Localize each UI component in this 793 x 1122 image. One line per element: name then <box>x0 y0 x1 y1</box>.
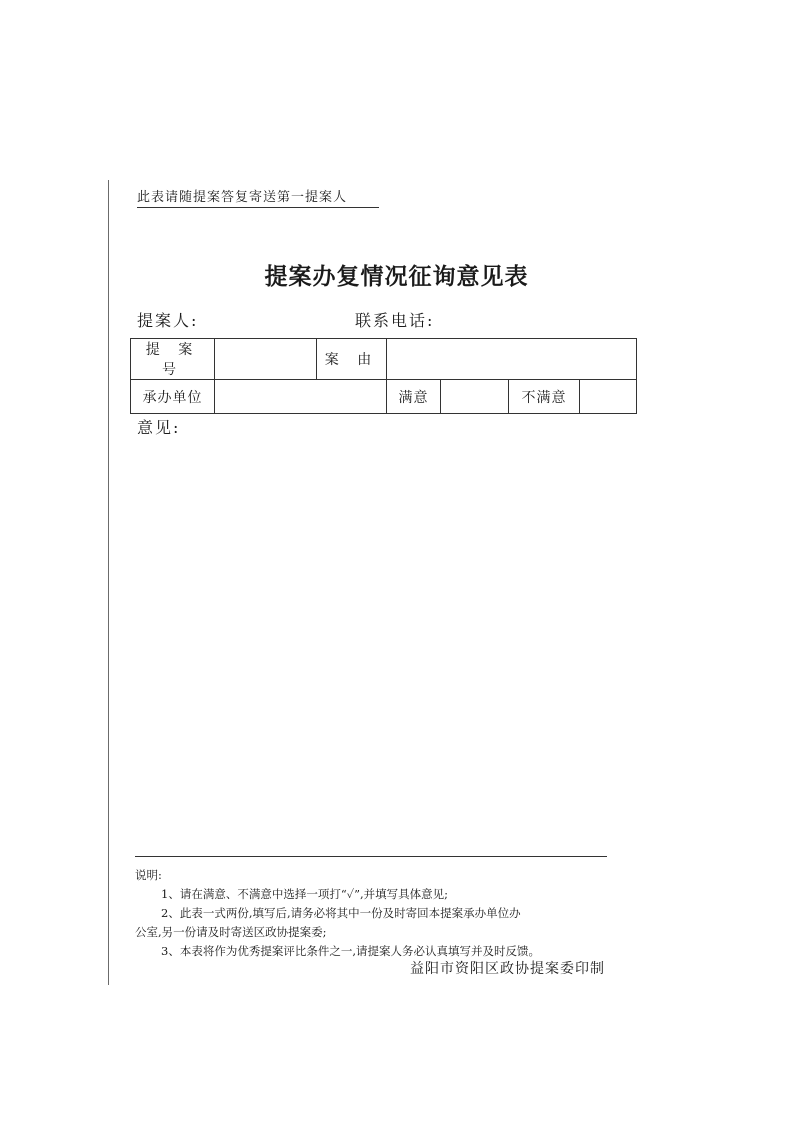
unit-field[interactable] <box>215 380 387 414</box>
reason-field[interactable] <box>387 339 637 380</box>
unit-label: 承办单位 <box>131 380 215 414</box>
proposal-no-field[interactable] <box>215 339 317 380</box>
proposer-label: 提案人: <box>137 311 199 330</box>
table-row <box>131 380 637 414</box>
page-title: 提案办复情况征询意见表 <box>264 263 529 290</box>
binding-line <box>108 180 109 985</box>
note-item-1: 1、请在满意、不满意中选择一项打“✓”,并填写具体意见; <box>161 887 449 901</box>
top-note: 此表请随提案答复寄送第一提案人 <box>137 186 379 208</box>
opinion-label: 意见: <box>137 418 181 437</box>
proposal-no-label: 提 案 号 <box>131 339 215 380</box>
satisfied-checkbox-cell[interactable] <box>441 380 509 414</box>
reason-label: 案 由 <box>317 339 387 380</box>
proposal-form-table <box>130 338 637 414</box>
unsatisfied-checkbox-cell[interactable] <box>580 380 637 414</box>
note-item-3: 3、本表将作为优秀提案评比条件之一,请提案人务必认真填写并及时反馈。 <box>161 944 540 958</box>
note-item-2-continued: 公室,另一份请及时寄送区政协提案委; <box>135 925 327 939</box>
notes-divider <box>135 856 607 857</box>
notes-heading: 说明: <box>135 868 162 882</box>
footer-org: 益阳市资阳区政协提案委印制 <box>410 961 605 977</box>
phone-label: 联系电话: <box>355 311 435 330</box>
satisfied-label: 满意 <box>387 380 441 414</box>
table-row <box>131 339 637 380</box>
note-item-2: 2、此表一式两份,填写后,请务必将其中一份及时寄回本提案承办单位办 <box>161 906 521 920</box>
unsatisfied-label: 不满意 <box>509 380 580 414</box>
notes-section <box>135 866 615 961</box>
